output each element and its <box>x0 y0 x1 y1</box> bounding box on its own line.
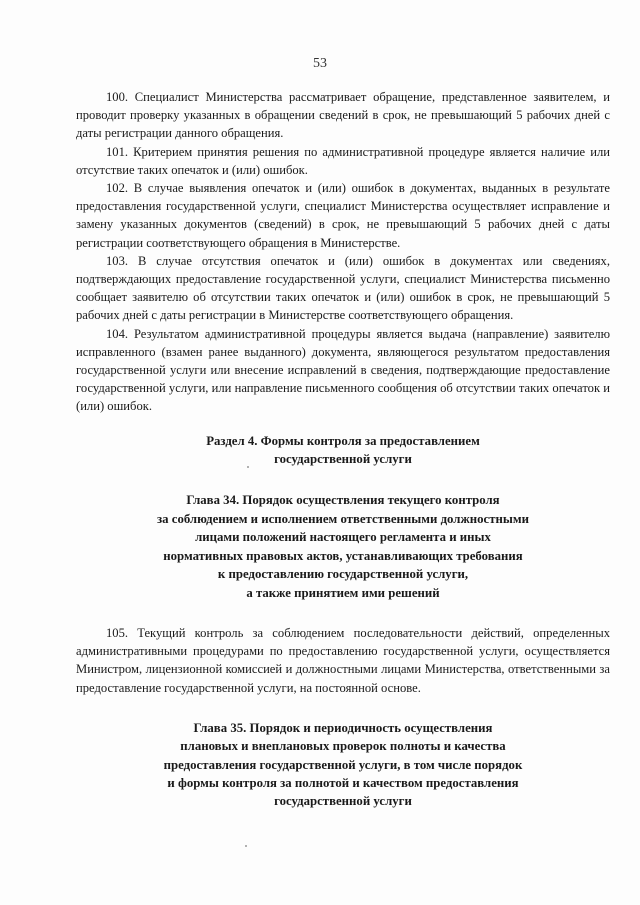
chapter-35-heading <box>76 719 610 811</box>
paragraph-102: 102. В случае выявления опечаток и (или) ошибок в документах, выданных в результате предоставления государственной услуги, специалист Министерства осуществляет исправление и замену указанных документов (сведений) в срок, не превышающий 5 рабочих дней с даты регистрации соответствующего обращения в Министерстве. <box>76 181 610 250</box>
chapter-35-heading-line: Глава 35. Порядок и периодичность осуществления <box>193 720 493 735</box>
page-content <box>76 88 610 811</box>
scan-speck <box>247 466 249 468</box>
chapter-35-heading-line: государственной услуги <box>274 794 412 809</box>
section-4-heading-line: государственной услуги <box>274 452 412 467</box>
paragraph-104: 104. Результатом административной процедуры является выдача (направление) заявителю исправленного (взамен ранее выданного) документа, являющегося результатом предоставления государственной услуги или внесение исправлений в сведения, подтверждающие предоставление государственной услуги, или направление письменного сообщения об отсутствии таких опечаток и (или) ошибок. <box>76 326 610 414</box>
chapter-34-heading-line: Глава 34. Порядок осуществления текущего контроля <box>186 493 500 508</box>
paragraph-105: 105. Текущий контроль за соблюдением последовательности действий, определенных административными процедурами по предоставлению государственной услуги, осуществляется Министром, лицензионной комиссией и должностными лицами Министерства, ответственными за предоставление государственной услуги, на постоянной основе. <box>76 625 610 695</box>
chapter-34-heading-line: нормативных правовых актов, устанавливающих требования <box>163 548 523 563</box>
chapter-35-heading-line: плановых и внеплановых проверок полноты и качества <box>180 739 506 754</box>
chapter-34-heading-line: лицами положений настоящего регламента и иных <box>195 530 491 545</box>
chapter-35-heading-line: предоставления государственной услуги, в том числе порядок <box>163 757 523 772</box>
paragraph-101: 101. Критерием принятия решения по административной процедуре является наличие или отсутствие таких опечаток и (или) ошибок. <box>76 144 610 177</box>
page-number: 53 <box>313 56 327 71</box>
chapter-34-heading-line: а также принятием ими решений <box>246 585 440 600</box>
paragraph-100: 100. Специалист Министерства рассматривает обращение, представленное заявителем, и проводит проверку указанных в обращении сведений в срок, не превышающий 5 рабочих дней с даты регистрации данного обращения. <box>76 90 610 141</box>
chapter-35-heading-line: и формы контроля за полнотой и качеством предоставления <box>167 775 519 790</box>
paragraph-103: 103. В случае отсутствия опечаток и (или) ошибок в документах или сведениях, подтверждающих предоставление государственной услуги, специалист Министерства письменно сообщает заявителю об отсутствии таких опечаток и (или) ошибок в срок, не превышающий 5 рабочих дней с даты регистрации в Министерстве соответствующего обращения. <box>76 253 610 323</box>
section-4-heading <box>76 432 610 469</box>
chapter-34-heading-line: к предоставлению государственной услуги, <box>217 567 469 582</box>
chapter-34-heading-line: за соблюдением и исполнением ответственными должностными <box>157 511 529 526</box>
section-4-heading-line: Раздел 4. Формы контроля за предоставлением <box>206 433 480 448</box>
scan-speck <box>245 845 247 847</box>
chapter-34-heading <box>76 491 610 601</box>
